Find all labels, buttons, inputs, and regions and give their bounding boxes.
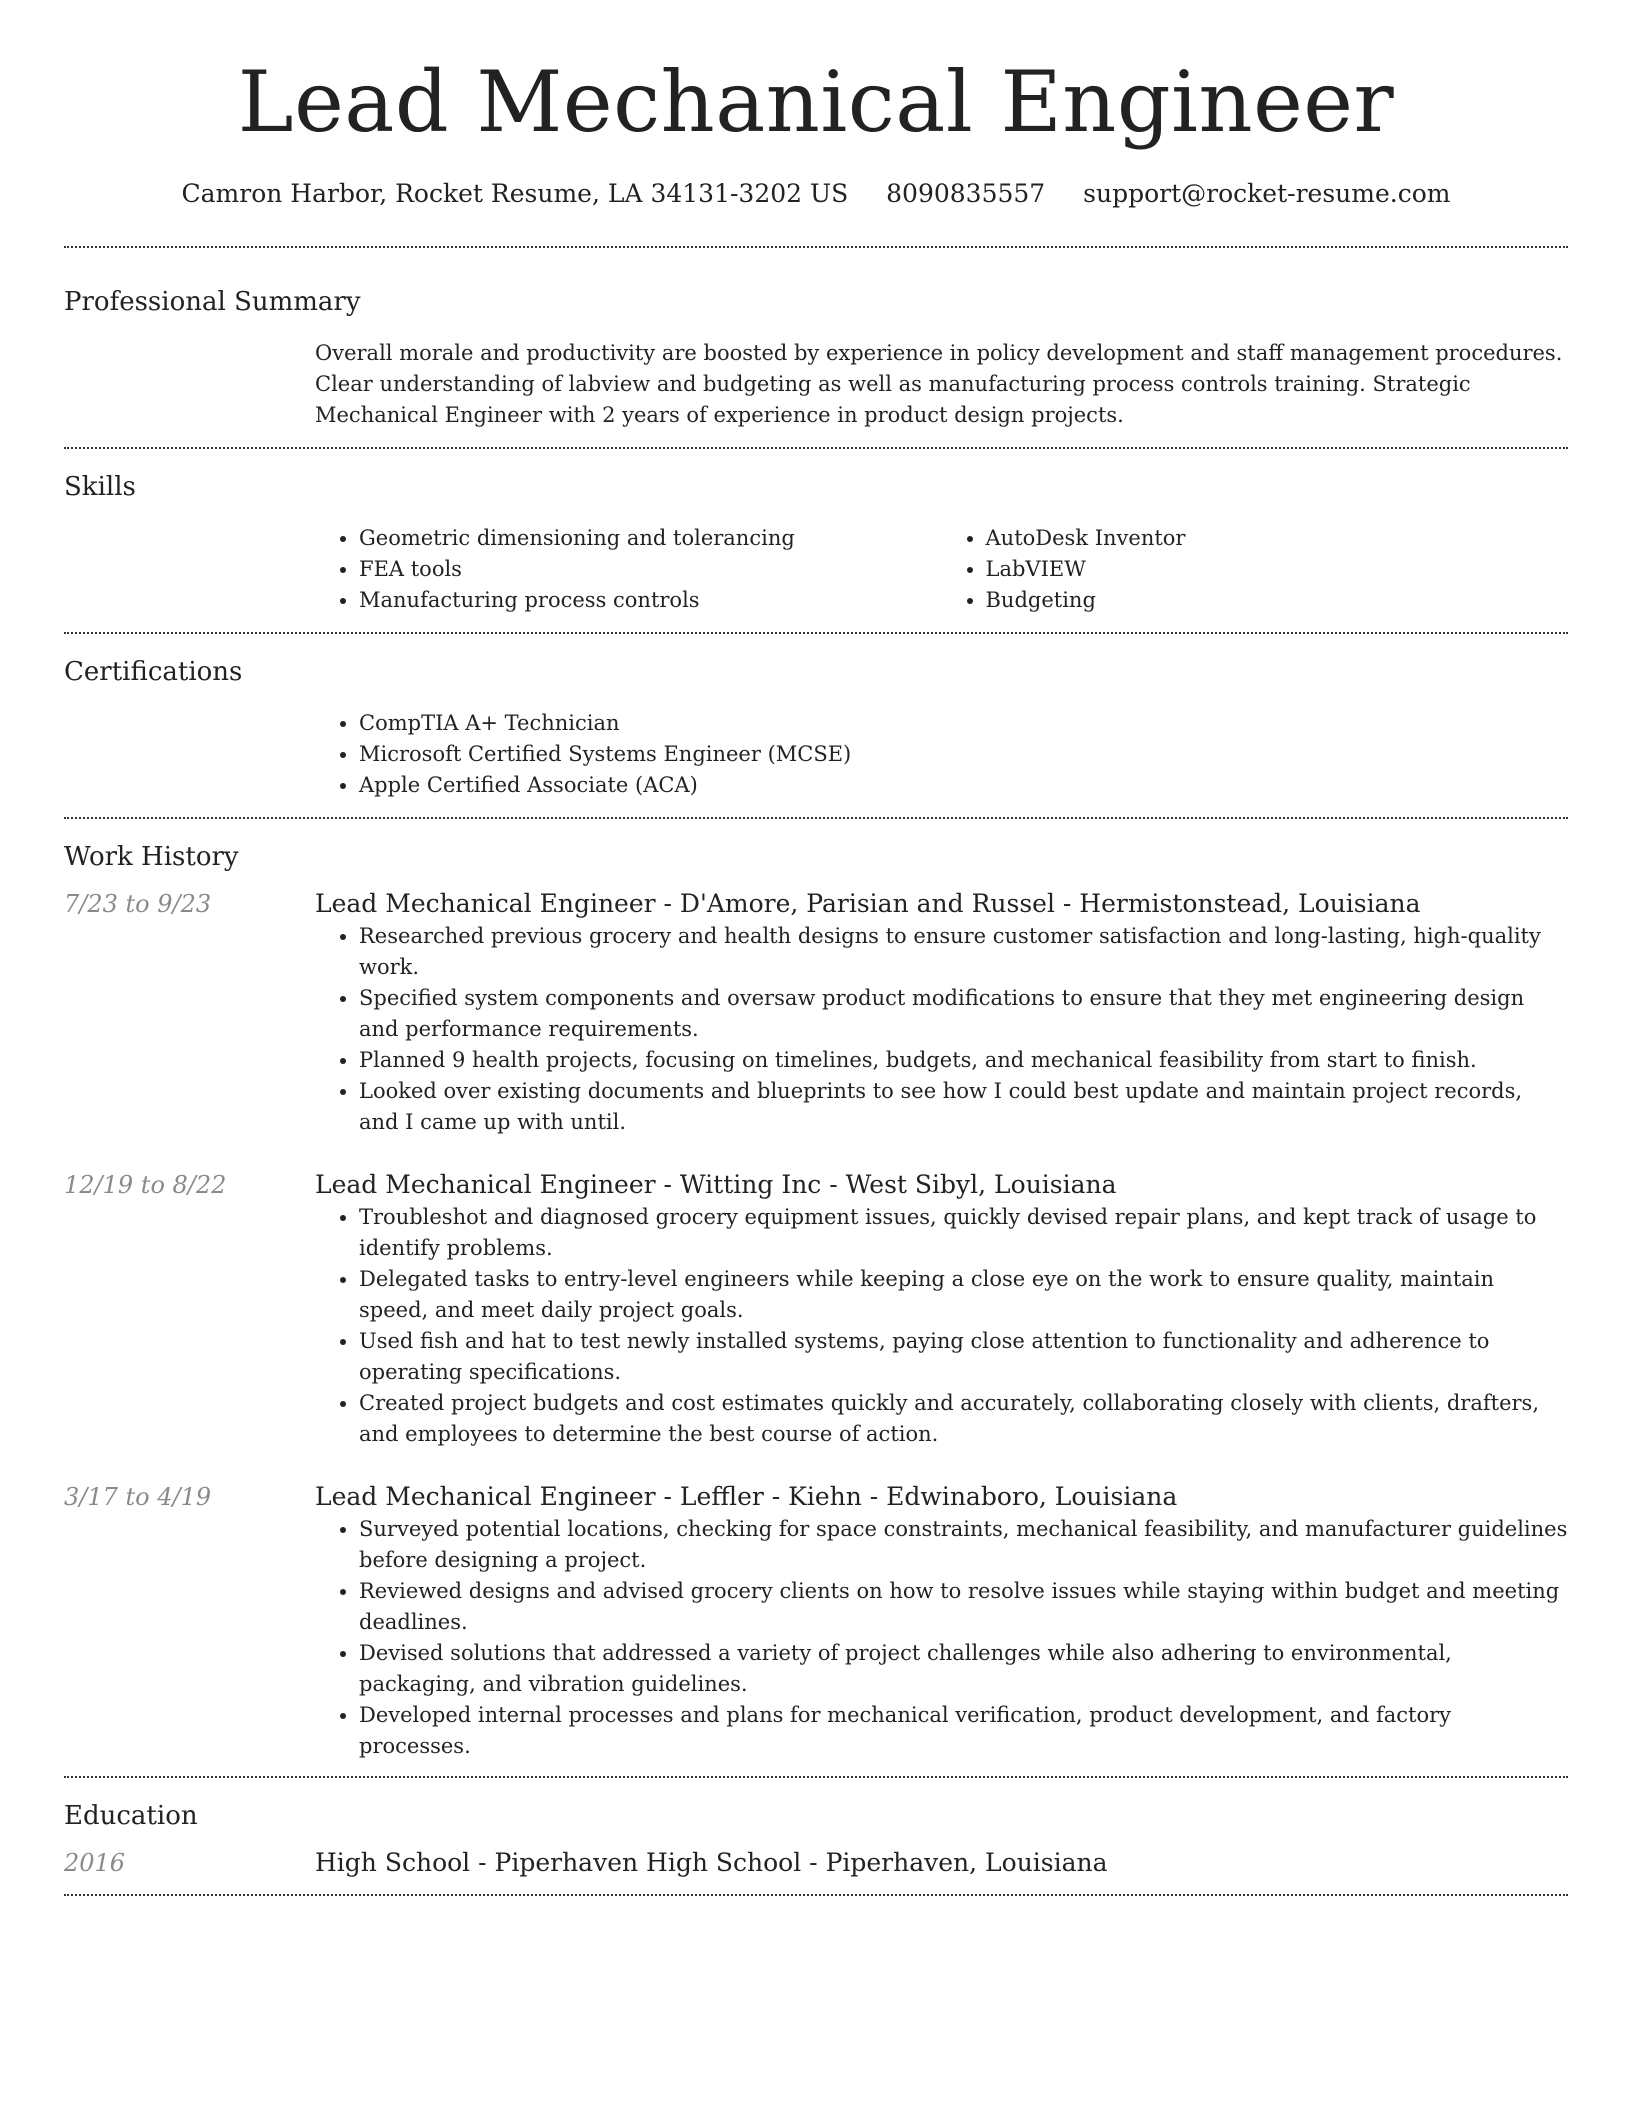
work-bullet: • Specified system components and oversaw product modifications to ensure that they met engineering design and performance requirements.: [359, 983, 1568, 1045]
work-entry: [64, 1168, 1568, 1450]
work-bullet: • Planned 9 health projects, focusing on timelines, budgets, and mechanical feasibility from start to finish.: [359, 1045, 1568, 1076]
skill-item: • FEA tools: [359, 554, 942, 585]
work-bullet: • Used fish and hat to test newly installed systems, paying close attention to functionality and adherence to operating specifications.: [359, 1326, 1568, 1388]
contact-address: Camron Harbor, Rocket Resume, LA 34131-3202 US: [181, 179, 849, 208]
work-dates: 3/17 to 4/19: [64, 1483, 212, 1511]
education-heading: Education: [64, 1801, 198, 1831]
skills-section: [64, 449, 1568, 632]
summary-body: [315, 338, 1568, 447]
education-entry-main: [315, 1846, 1568, 1880]
skills-list-right: [942, 523, 1569, 616]
certifications-body: [315, 708, 1568, 817]
certifications-heading: Certifications: [64, 657, 243, 687]
skills-body: [315, 523, 1568, 632]
work-entry-main: [315, 1480, 1568, 1762]
work-entry-main: [315, 1168, 1568, 1450]
contact-email: support@rocket-resume.com: [1083, 179, 1451, 208]
education-section: [64, 1778, 1568, 1894]
education-entry-heading: High School - Piperhaven High School - Piperhaven, Louisiana: [315, 1848, 1108, 1877]
skill-item: • Manufacturing process controls: [359, 585, 942, 616]
work-section: [64, 819, 1568, 1776]
work-bullet: • Delegated tasks to entry-level engineers while keeping a close eye on the work to ensure quality, maintain speed, and meet daily project goals.: [359, 1264, 1568, 1326]
work-entry-heading: Lead Mechanical Engineer - Witting Inc - West Sibyl, Louisiana: [315, 1170, 1117, 1199]
summary-text: Overall morale and productivity are boosted by experience in policy development and staff management procedures. Clear understanding of labview and budgeting as well as manufacturing process controls training. Strategic Mechanical Engineer with 2 years of experience in product design projects.: [315, 341, 1563, 427]
resume-title: Lead Mechanical Engineer: [237, 53, 1395, 151]
skill-item: • AutoDesk Inventor: [986, 523, 1569, 554]
work-bullet: • Looked over existing documents and blueprints to see how I could best update and maintain project records, and I came up with until.: [359, 1076, 1568, 1138]
skill-item: • Budgeting: [986, 585, 1569, 616]
certifications-list: [315, 708, 1568, 801]
skills-heading: Skills: [64, 472, 136, 502]
summary-section: [64, 248, 1568, 447]
education-dates: 2016: [64, 1849, 126, 1877]
work-bullet: • Developed internal processes and plans for mechanical verification, product development, and factory processes.: [359, 1700, 1568, 1762]
summary-heading: Professional Summary: [64, 287, 361, 317]
contact-phone: 8090835557: [886, 179, 1046, 208]
work-entry: [64, 1480, 1568, 1762]
work-bullets: [315, 1202, 1568, 1450]
work-entry-heading: Lead Mechanical Engineer - Leffler - Kiehn - Edwinaboro, Louisiana: [315, 1482, 1178, 1511]
work-bullet: • Reviewed designs and advised grocery clients on how to resolve issues while staying within budget and meeting deadlines.: [359, 1576, 1568, 1638]
contact-line: [64, 176, 1568, 212]
certification-item: • CompTIA A+ Technician: [359, 708, 1568, 739]
skill-item: • Geometric dimensioning and tolerancing: [359, 523, 942, 554]
work-body: [64, 887, 1568, 1776]
section-divider: [64, 1894, 1568, 1896]
work-bullets: [315, 1514, 1568, 1762]
education-body: [64, 1846, 1568, 1894]
work-bullet: • Troubleshot and diagnosed grocery equipment issues, quickly devised repair plans, and kept track of usage to identify problems.: [359, 1202, 1568, 1264]
work-bullets: [315, 921, 1568, 1138]
work-heading: Work History: [64, 842, 239, 872]
work-dates: 12/19 to 8/22: [64, 1171, 227, 1199]
work-bullet: • Surveyed potential locations, checking for space constraints, mechanical feasibility, and manufacturer guidelines before designing a project.: [359, 1514, 1568, 1576]
education-entry: [64, 1846, 1568, 1880]
certifications-section: [64, 634, 1568, 817]
work-entry-main: [315, 887, 1568, 1138]
work-dates: 7/23 to 9/23: [64, 890, 212, 918]
work-bullet: • Researched previous grocery and health designs to ensure customer satisfaction and long-lasting, high-quality work.: [359, 921, 1568, 983]
skill-item: • LabVIEW: [986, 554, 1569, 585]
skills-list-left: [315, 523, 942, 616]
work-bullet: • Devised solutions that addressed a variety of project challenges while also adhering to environmental, packaging, and vibration guidelines.: [359, 1638, 1568, 1700]
certification-item: • Microsoft Certified Systems Engineer (MCSE): [359, 739, 1568, 770]
work-bullet: • Created project budgets and cost estimates quickly and accurately, collaborating closely with clients, drafters, and employees to determine the best course of action.: [359, 1388, 1568, 1450]
certification-item: • Apple Certified Associate (ACA): [359, 770, 1568, 801]
work-entry: [64, 887, 1568, 1138]
work-entry-heading: Lead Mechanical Engineer - D'Amore, Parisian and Russel - Hermistonstead, Louisiana: [315, 889, 1421, 918]
